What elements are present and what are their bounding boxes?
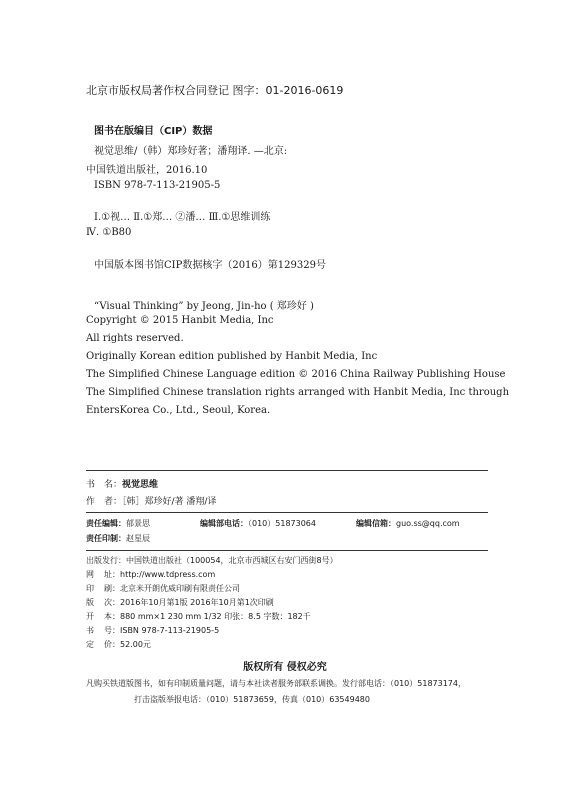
- divider: [86, 550, 488, 551]
- printing-manager: 赵星辰: [126, 534, 150, 543]
- editor-phone: （010）51873064: [248, 519, 316, 528]
- isbn-row: 书 号：ISBN 978-7-113-21905-5: [86, 626, 220, 635]
- editor-email: guo.ss@qq.com: [396, 519, 460, 528]
- edition-row: 版 次：2016年10月第1版 2016年10月第1次印刷: [86, 598, 274, 607]
- book-title-row: 书 名：视觉思维: [86, 480, 159, 490]
- footer-piracy-line: 打击盗版举报电话：（010）51873659，传真（010）63549480: [134, 695, 370, 704]
- book-author: ［韩］郑珍好/著 潘翔/译: [122, 497, 217, 507]
- rights-line: The Simplified Chinese Language edition © 2016 China Railway Publishing House: [86, 369, 506, 380]
- printing-manager-row: 责任印制：赵星辰: [86, 534, 150, 543]
- cip-number: 中国版本图书馆CIP数据核字（2016）第129329号: [94, 260, 326, 271]
- book-author-row: 作 者：［韩］郑珍好/著 潘翔/译: [86, 497, 217, 507]
- rights-line: Originally Korean edition published by Hanbit Media, Inc: [86, 351, 378, 362]
- cip-classification-1: Ⅰ.①视… Ⅱ.①郑… ②潘… Ⅲ.①思维训练: [94, 212, 271, 223]
- cip-line-2: 中国铁道出版社，2016.10: [86, 165, 208, 176]
- rights-line: “Visual Thinking” by Jeong, Jin-ho ( 郑珍好 ): [94, 301, 314, 312]
- copyright-registration: 北京市版权局著作权合同登记 图字：01-2016-0619: [86, 84, 344, 97]
- divider: [86, 470, 488, 471]
- editor-phone-row: 编辑部电话：（010）51873064: [200, 519, 316, 528]
- divider: [86, 512, 488, 513]
- cip-heading: 图书在版编目（CIP）数据: [94, 126, 213, 137]
- rights-line: Copyright © 2015 Hanbit Media, Inc: [86, 315, 274, 326]
- editor-name: 郁景思: [126, 519, 150, 528]
- website-row: 网 址：http://www.tdpress.com: [86, 570, 216, 579]
- rights-line: EntersKorea Co., Ltd., Seoul, Korea.: [86, 405, 271, 416]
- footer-service-line: 凡购买铁道版图书，如有印制质量问题，请与本社读者服务部联系调换。发行部电话：（010）51873174，: [86, 679, 466, 688]
- rights-line: All rights reserved.: [86, 333, 184, 344]
- format-row: 开 本：880 mm×1 230 mm 1/32 印张：8.5 字数：182千: [86, 612, 311, 621]
- price-row: 定 价：52.00元: [86, 640, 151, 649]
- all-rights-reserved: 版权所有 侵权必究: [243, 662, 327, 673]
- cip-line-1: 视觉思维/（韩）郑珍好著；潘翔译. —北京:: [94, 146, 288, 157]
- printer-row: 印 刷：北京米开朗优威印刷有限责任公司: [86, 584, 240, 593]
- editor-email-row: 编辑信箱：guo.ss@qq.com: [356, 519, 460, 528]
- editor-row: 责任编辑：郁景思: [86, 519, 150, 528]
- publisher-row: 出版发行：中国铁道出版社（100054，北京市西城区右安门西街8号）: [86, 556, 338, 565]
- cip-isbn: ISBN 978-7-113-21905-5: [94, 180, 221, 191]
- rights-line: The Simplified Chinese translation rights arranged with Hanbit Media, Inc through: [86, 387, 510, 398]
- cip-classification-2: Ⅳ. ①B80: [86, 227, 132, 238]
- book-title: 视觉思维: [122, 480, 159, 490]
